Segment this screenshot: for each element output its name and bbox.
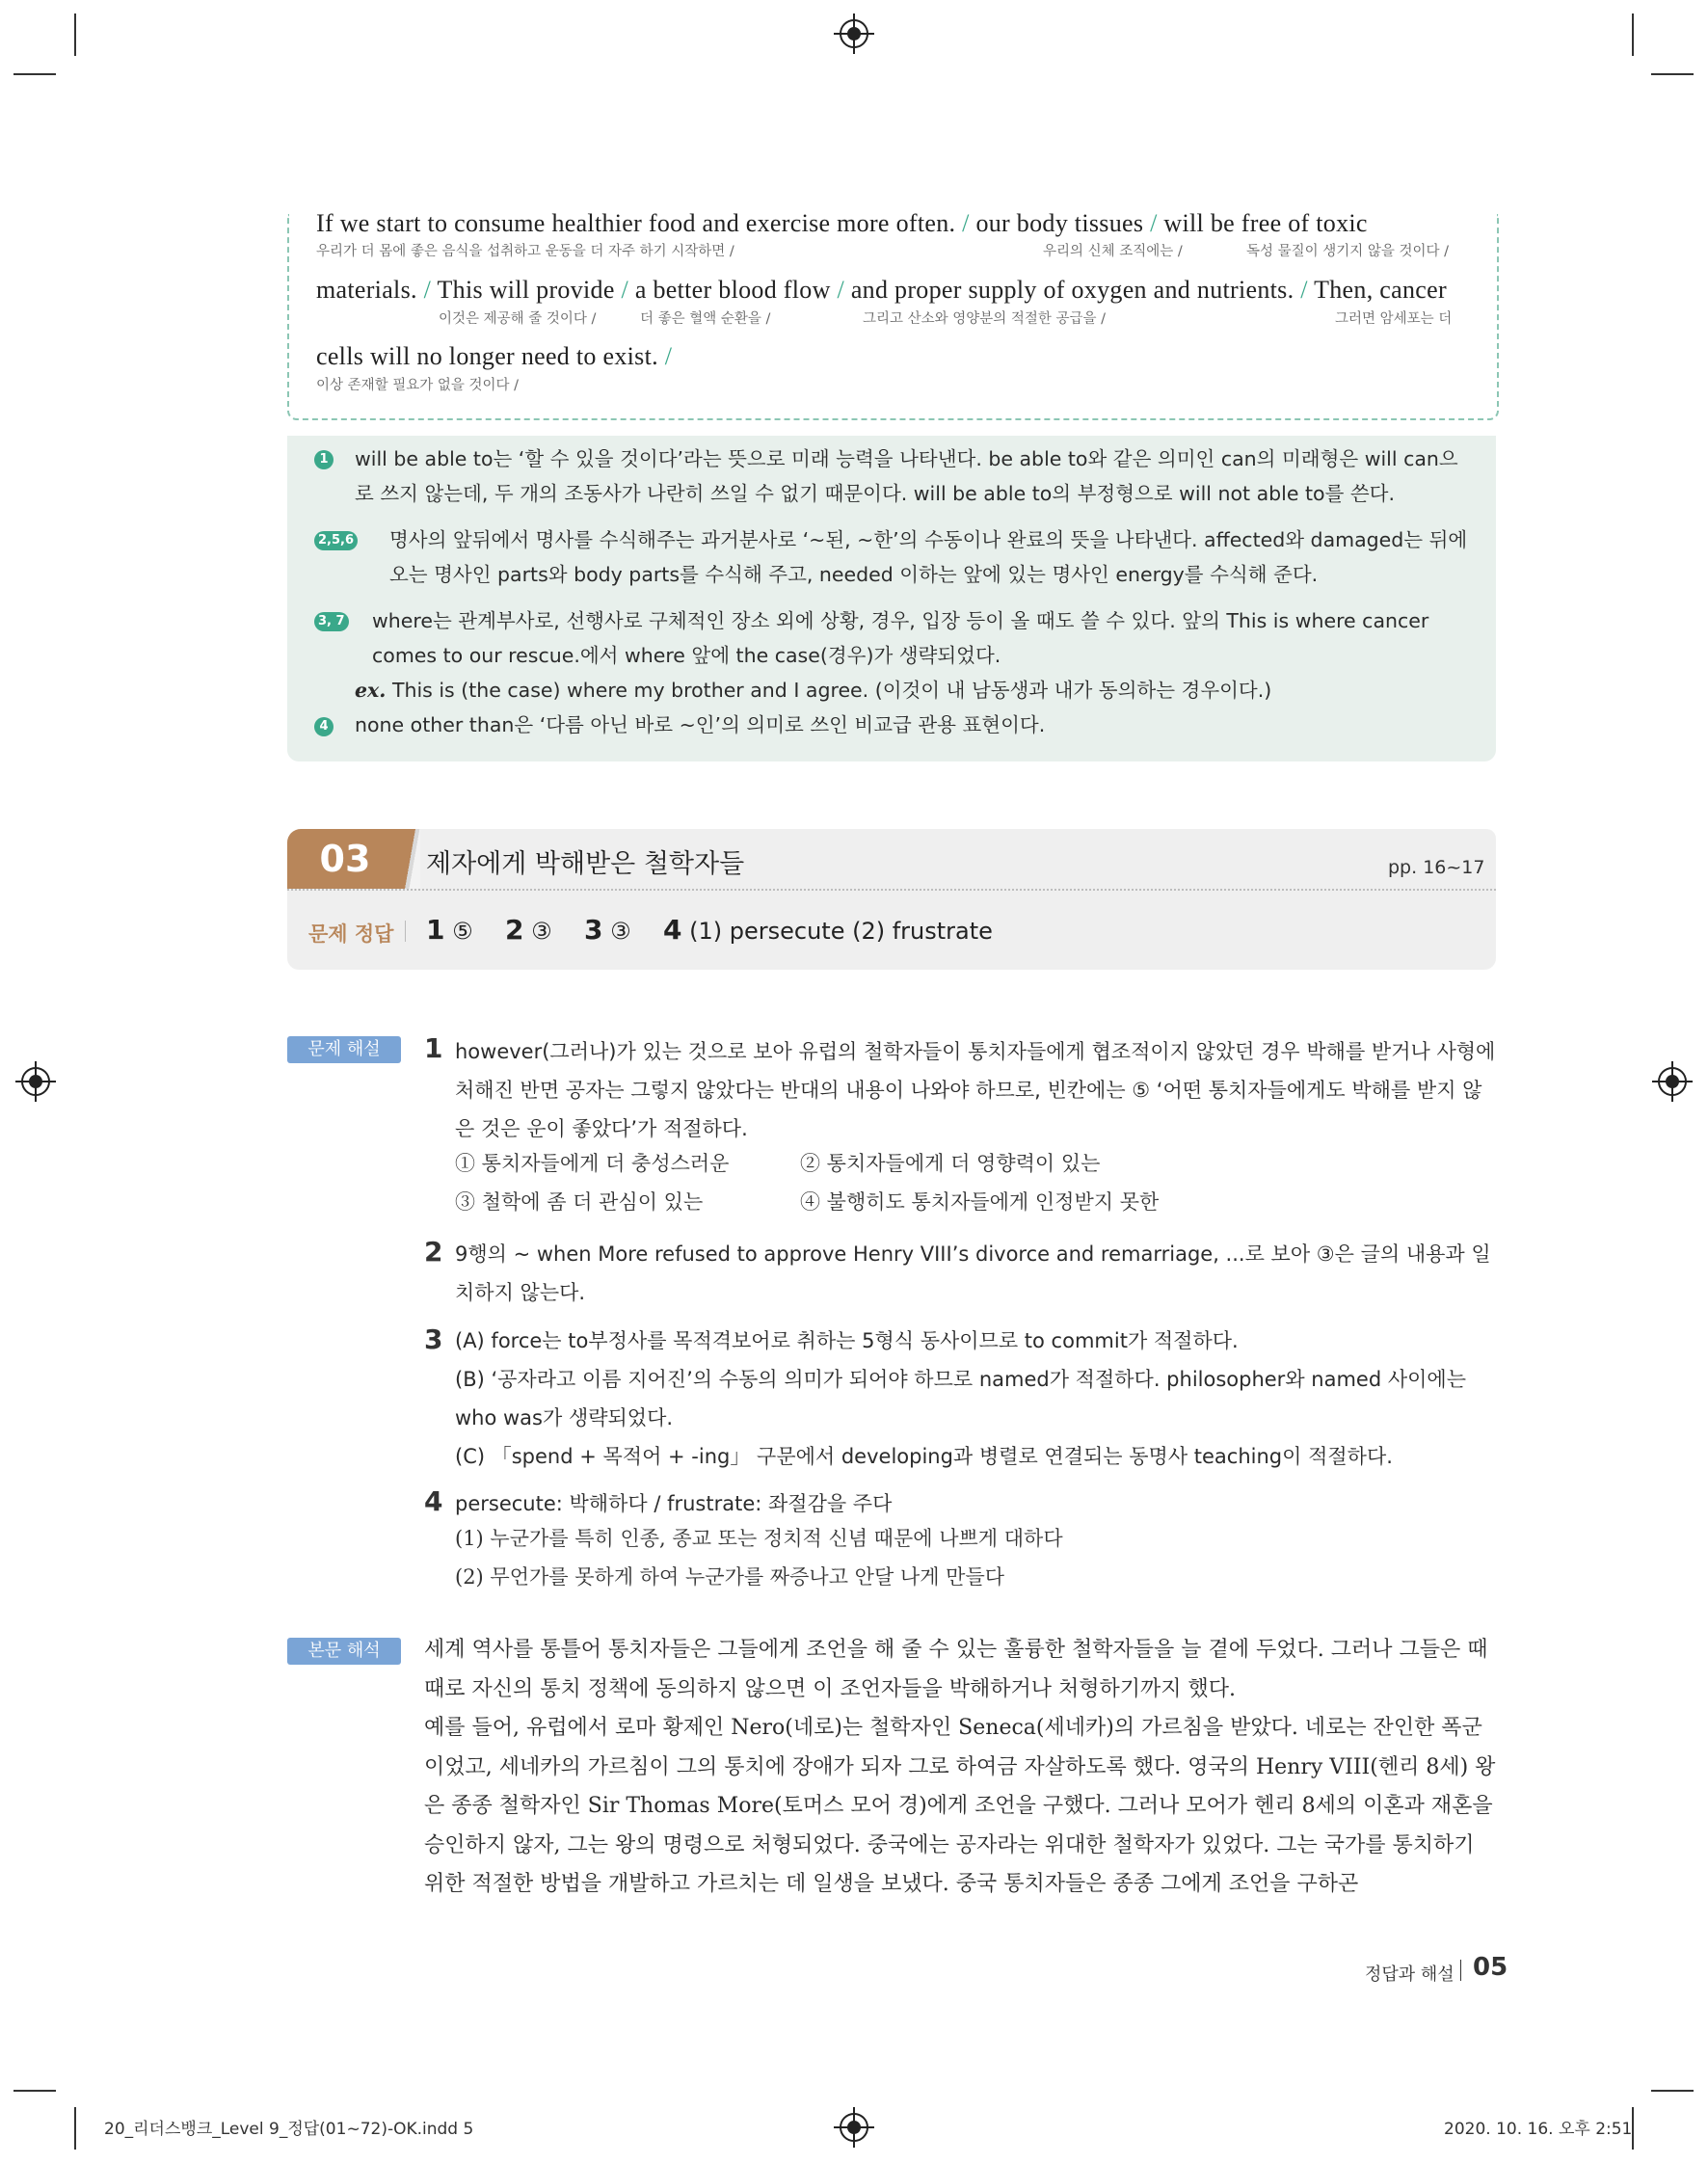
registration-mark-icon <box>840 2113 868 2142</box>
reading-phrase: our body tissues <box>975 209 1144 237</box>
crop-mark <box>13 73 56 75</box>
question-3c-explanation: (C) 「spend + 목적어 + -ing」 구문에서 developing과 병렬로 연결되는 동명사 teaching이 적절하다. <box>455 1445 1393 1468</box>
option: ④ 불행히도 통치자들에게 인정받지 못한 <box>800 1190 1160 1214</box>
gloss: 이상 존재할 필요가 없을 것이다 / <box>316 378 520 393</box>
example-text: This is (the case) where my brother and I agree. (이것이 내 남동생과 내가 동의하는 경우이다.) <box>391 679 1272 702</box>
registration-mark-icon <box>840 19 868 48</box>
question-3a-explanation: (A) force는 to부정사를 목적격보어로 취하는 5형식 동사이므로 to commit가 적절하다. <box>455 1329 1239 1352</box>
slash-mark: / <box>837 276 844 304</box>
answer-item: 1 ⑤ <box>426 914 473 946</box>
footer-label: 정답과 해설 <box>1365 1964 1454 1985</box>
option: ② 통치자들에게 더 영향력이 있는 <box>800 1152 1101 1175</box>
answer-item: 3 ③ <box>584 914 631 946</box>
option: ③ 철학에 좀 더 관심이 있는 <box>455 1190 704 1214</box>
slug-date: 2020. 10. 16. 오후 2:51 <box>1444 2120 1633 2139</box>
question-number: 3 <box>424 1323 443 1355</box>
note-text: 명사의 앞뒤에서 명사를 수식해주는 과거분사로 ‘~된, ~한’의 수동이나 완료의 뜻을 나타낸다. affected와 damaged는 뒤에 오는 명사인 parts와 body parts를 수식해 주고, needed 이하는 앞에 있는 명사인 energy를 수식해 준다. <box>389 528 1468 586</box>
question-1-explanation: however(그러나)가 있는 것으로 보아 유럽의 철학자들이 통치자들에게 협조적이지 않았던 경우 박해를 받거나 사형에 처해진 반면 공자는 그렇지 않았다는 반대의 내용이 나와야 하므로, 빈칸에는 ⑤ ‘어떤 통치자들에게도 박해를 받지 않은 것은 운이 좋았다’가 적절하다. <box>455 1040 1496 1140</box>
divider <box>405 921 406 942</box>
reading-phrase: This will provide <box>437 276 615 304</box>
section-stripe <box>403 829 420 889</box>
slash-mark: / <box>423 276 432 304</box>
note-text: will be able to는 ‘할 수 있을 것이다’라는 뜻으로 미래 능력을 나타낸다. be able to와 같은 의미인 can의 미래형은 will can으로 쓰지 않는데, 두 개의 조동사가 나란히 쓰일 수 없기 때문이다. will be able to의 부정형으로 will not able to를 쓴다. <box>355 447 1458 505</box>
answer-label: 문제 정답 <box>308 922 394 946</box>
question-4-explanation: persecute: 박해하다 / frustrate: 좌절감을 주다 <box>455 1492 893 1515</box>
translation-paragraph: 세계 역사를 통틀어 통치자들은 그들에게 조언을 해 줄 수 있는 훌륭한 철학자들을 늘 곁에 두었다. 그러나 그들은 때때로 자신의 통치 정책에 동의하지 않으면 이 조언자들을 박해하거나 처형하기까지 했다. <box>424 1638 1488 1701</box>
gloss: 독성 물질이 생기지 않을 것이다 / <box>1246 244 1450 259</box>
gloss: 그러면 암세포는 더 <box>1335 311 1453 327</box>
gloss: 이것은 제공해 줄 것이다 / <box>439 311 597 327</box>
section-title: 제자에게 박해받은 철학자들 <box>426 849 745 879</box>
definition: (2) 무언가를 못하게 하여 누군가를 짜증나고 안달 나게 만들다 <box>455 1565 1005 1589</box>
slash-mark: / <box>1300 276 1308 304</box>
slug-file: 20_리더스뱅크_Level 9_정답(01~72)-OK.indd 5 <box>104 2120 474 2139</box>
gloss: 우리가 더 몸에 좋은 음식을 섭취하고 운동을 더 자주 하기 시작하면 / <box>316 244 734 259</box>
reading-line <box>316 276 1447 305</box>
question-2-explanation: 9행의 ~ when More refused to approve Henry VIII’s divorce and remarriage, ...로 보아 ③은 글의 내용과 일치하지 않는다. <box>455 1242 1491 1304</box>
note-number: 2,5,6 <box>314 527 358 550</box>
section-number: 03 <box>287 829 403 889</box>
question-3b-explanation: (B) ‘공자라고 이름 지어진’의 수동의 의미가 되어야 하므로 named가 적절하다. philosopher와 named 사이에는 who was가 생략되었다. <box>455 1368 1466 1429</box>
crop-mark <box>74 2107 76 2150</box>
crop-mark <box>13 2090 56 2092</box>
translation-tag: 본문 해석 <box>287 1638 401 1665</box>
slash-mark: / <box>962 209 970 237</box>
definition: (1) 누군가를 특히 인종, 종교 또는 정치적 신념 때문에 나쁘게 대하다 <box>455 1527 1063 1550</box>
gloss: 우리의 신체 조직에는 / <box>1043 244 1183 259</box>
crop-mark <box>1651 2090 1694 2092</box>
note-number: 4 <box>314 713 334 736</box>
option: ① 통치자들에게 더 충성스러운 <box>455 1152 730 1175</box>
page-number: 05 <box>1473 1953 1508 1982</box>
reading-phrase: Then, cancer <box>1314 276 1447 304</box>
question-number: 2 <box>424 1236 443 1268</box>
section-pages: pp. 16~17 <box>1388 857 1485 878</box>
question-number: 1 <box>424 1032 443 1064</box>
registration-mark-icon <box>1658 1067 1687 1096</box>
answer-item: 2 ③ <box>505 914 552 946</box>
crop-mark <box>1632 13 1634 56</box>
gloss: 그리고 산소와 영양분의 적절한 공급을 / <box>863 311 1107 327</box>
crop-mark <box>1651 73 1694 75</box>
note-text: where는 관계부사로, 선행사로 구체적인 장소 외에 상황, 경우, 입장 등이 올 때도 쓸 수 있다. 앞의 This is where cancer comes to our rescue.에서 where 앞에 the case(경우)가 생략되었다. <box>372 609 1429 667</box>
example-sentence <box>355 673 1473 708</box>
reading-phrase: If we start to consume healthier food and exercise more often. <box>316 209 956 237</box>
divider <box>1460 1960 1461 1981</box>
reading-phrase: a better blood flow <box>634 276 831 304</box>
question-number: 4 <box>424 1485 443 1517</box>
explanation-tag: 문제 해설 <box>287 1036 401 1063</box>
reading-line <box>316 209 1368 238</box>
example-mark: ex. <box>355 679 387 702</box>
note-text: none other than은 ‘다름 아닌 바로 ~인’의 의미로 쓰인 비교급 관용 표현이다. <box>355 713 1046 736</box>
reading-line <box>316 342 672 371</box>
reading-phrase: and proper supply of oxygen and nutrients. <box>850 276 1294 304</box>
reading-phrase: will be free of toxic <box>1163 209 1368 237</box>
reading-phrase: cells will no longer need to exist. <box>316 342 658 370</box>
reading-phrase: materials. <box>316 276 417 304</box>
crop-mark <box>74 13 76 56</box>
translation-paragraph: 예를 들어, 유럽에서 로마 황제인 Nero(네로)는 철학자인 Seneca(세네카)의 가르침을 받았다. 네로는 잔인한 폭군이었고, 세네카의 가르침이 그의 통치에 장애가 되자 그로 하여금 자살하도록 했다. 영국의 Henry VIII(헨리 8세) 왕은 종종 철학자인 Sir Thomas More(토머스 모어 경)에게 조언을 구했다. 그러나 모어가 헨리 8세의 이혼과 재혼을 승인하지 않자, 그는 왕의 명령으로 처형되었다. 중국에는 공자라는 위대한 철학자가 있었다. 그는 국가를 통치하기 위한 적절한 방법을 개발하고 가르치는 데 일생을 보냈다. 중국 통치자들은 종종 그에게 조언을 구하곤 <box>424 1716 1496 1896</box>
answer-item: 4 (1) persecute (2) frustrate <box>663 914 993 946</box>
note-number: 3, 7 <box>314 608 349 631</box>
gloss: 더 좋은 혈액 순환을 / <box>640 311 771 327</box>
slash-mark: / <box>1150 209 1158 237</box>
slash-mark: / <box>621 276 629 304</box>
registration-mark-icon <box>21 1067 50 1096</box>
slash-mark: / <box>664 342 673 370</box>
note-number: 1 <box>314 446 334 469</box>
